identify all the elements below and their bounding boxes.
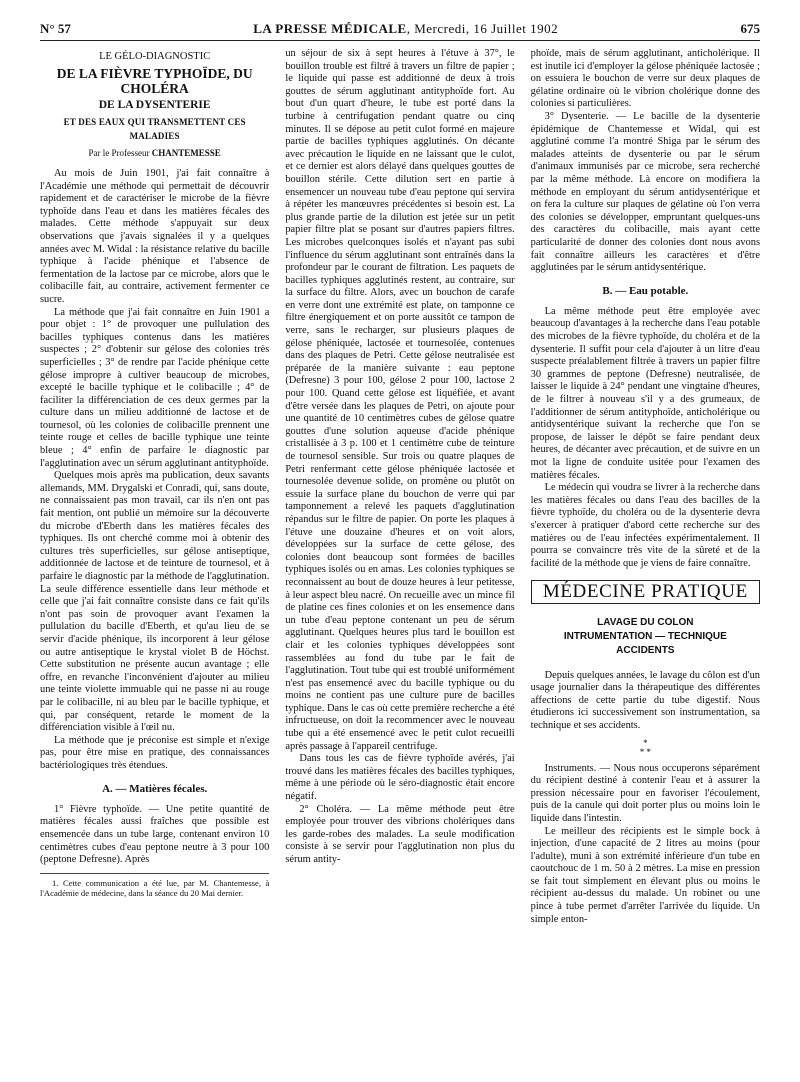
article-subtitle-2: ET DES EAUX QUI TRANSMETTENT CES MALADIES bbox=[63, 117, 246, 141]
asterism-top: * bbox=[643, 737, 648, 748]
paragraph: Dans tous les cas de fièvre typhoïde avérés, j'ai trouvé dans les matières fécales des bacilles typhiques, même à une période où le séro-diagnostic était encore négatif. bbox=[285, 753, 515, 803]
footnote-text: 1. Cette communication a été lue, par M. Chantemesse, à l'Académie de médecine, dans la séance du 20 Mai dernier. bbox=[40, 877, 270, 899]
paragraph: La méthode que j'ai fait connaître en Juin 1901 a pour objet : 1° de provoquer une pullulation des bacilles typhiques contenus dans les matières suspectes ; 2° d'obtenir sur gélose des colonies très superficielles ; 3° de rendre par l'acide phénique cette gélose impropre à cultiver beaucoup de microbes, excepté le bacille typhique et le colibacille ; 4° de faciliter la différenciation de ces deux germes par la culture dans un milieu additionné de lactose et de tournesol, où les colonies de colibacille prennent une teinte rouge et celles de bacille typhique une teinte bleue ; 4° enfin de parfaire le diagnostic par l'agglutination avec un sérum agglutinant antityphoïde. bbox=[40, 306, 270, 469]
paragraph: Instruments. — Nous nous occuperons séparément du récipient destiné à contenir l'eau et à assurer la pression nécessaire pour en favoriser l'écoulement, puis de la canule qui doit porter plus ou moins loin le liquide dans l'intestin. bbox=[530, 762, 760, 824]
paragraph: Le meilleur des récipients est le simple bock à injection, d'une capacité de 2 litres au moins (pour l'adulte), muni à son extrémité inférieure d'un tube en caoutchouc de 1 m. 50 à 2 mètres. La mise en pression se fait tout simplement en élevant plus ou moins le récipient au-dessus du malade. Un robinet ou une pince à tube permet d'arrêter l'arrivée du liquide. Un simple enton- bbox=[530, 825, 760, 925]
paragraph: 1° Fièvre typhoïde. — Une petite quantité de matières fécales aussi fraîches que possible est ensemencée dans un tube large, contenant environ 10 centimètres cubes d'eau peptone neutre à 3 pour 100 (peptone Defresne). Après bbox=[40, 803, 270, 866]
page-header bbox=[40, 20, 760, 41]
paragraph: La méthode que je préconise est simple et n'exige pas, pour être mise en pratique, des connaissances bactériologiques très étendues. bbox=[40, 734, 270, 771]
paragraph: Au mois de Juin 1901, j'ai fait connaître à l'Académie une méthode qui permettait de découvrir rapidement et de caractériser le microbe de la fièvre typhoïde dans l'eau et dans les matières fécales des malades. Cette méthode s'appuyait sur deux observations que j'avais signalées il y a quelques années avec M. Widal : la résistance relative du bacille typhique à l'acide phénique et l'absence de fermentation de la lactose par ce microbe, alors que le colibacille fait, au contraire, activement fermenter ce sucre. bbox=[40, 168, 270, 305]
paragraph: un séjour de six à sept heures à l'étuve à 37°, le bouillon trouble est filtré à travers un filtre de papier ; le liquide qui passe est additionné de deux à trois gouttes de sérum agglutinant antityphoïde fort. Au bout d'un quart d'heure, le tube est porté dans la turbine à centrifugation pendant quatre ou cinq minutes. Il se dépose au petit culot formé en majeure partie de bacilles typhiques agglutinés. On décante avec précaution le liquide en ne laissant que le culot, et ce dernier est alors délayé dans quelques gouttes de bouillon stérile. Cette dilution sert en partie à ensemencer un nouveau tube d'eau peptone qui servira à répéter les manœuvres précédentes si besoin est. La plus grande partie de la dilution est jetée sur un petit papier filtre plat se posant sur d'autres papiers filtres. Les microbes quelconques isolés et n'ayant pas subi l'influence du sérum agglutinant sont entraînés dans la profondeur par le courant de filtration. Les paquets de bacilles typhiques agglutinés restent, au contraire, sur la surface du filtre. Alors, avec un bouchon de carafe en verre dont une extrémité est plate, on tamponne ce filtre énergiquement et on porte aussitôt ce tampon de verre, sans le recharger, sur plusieurs plaques de gélose phéniquée, lactosée et tournesolée, contenues dans des plaques de Petri. Cette gélose neutralisée est préparée de la manière suivante : eau peptone (Defresne) 3 pour 100, gélose 2 pour 100, lactose 2 pour 100. Quand cette gélose est liquéfiée, et avant d'être versée dans les plaques de Petri, on ajoute pour une quantité de 10 centimètres cubes de gélose quatre gouttes d'une solution aqueuse d'acide phénique cristallisée à 3 p. 100 et 1 centimètre cube de teinture de tournesol sensible. Sur trois ou quatre plaques de Petri renfermant cette gélose phéniquée lactosée et tournesolée devenue solide, on promène ou plutôt on essuie la surface plane du bouchon de verre qui par tamponnement a relevé les paquets d'agglutination répandus sur le filtre de papier. On porte les plaques à l'étuve une douzaine d'heures et on voit alors, développées sur la surface de cette gélose, des colonies dont beaucoup sont formées de bacilles typhiques isolés ou en amas. Les colonies typhiques se reconnaissent au bout de douze heures à leur petitesse, à leur aspect bleu nacré. On recueille avec un mince fil de platine ces fines colonies et on les ensemence dans un tube d'eau peptone contenant un peu de sérum agglutinant. Quelques heures plus tard le bouillon est clair et les colonies typhiques développées sont rassemblées au fond du tube par le fait de l'agglutination. Tout tube qui est troublé uniformément n'est pas ensemencé avec du bacille typhique ou du moins ne contient pas une culture pure de bacilles typhique. Dans le cas où cette première recherche a été infructueuse, on doit la recommencer avec le nouveau tube qui a été ensemencé avec le petit culot recueilli après passage à l'appareil centrifuge. bbox=[285, 48, 515, 752]
paragraph: 3° Dysenterie. — Le bacille de la dysenterie épidémique de Chantemesse et Widal, qui est agglutiné comme l'a montré Shiga par le sérum des malades atteints de dysenterie ou par le sérum d'animaux immunisés par ce microbe, sera recherché par la même méthode. Là encore on modifiera la méthode en employant du sérum antidysentérique et on fera la culture sur plaques de gélatine où l'on verra des colonies se développer, empruntant quelques-uns des caractères du colibacille, mais ayant cette particularité de donner des colonies dont nous avons fait connaître ailleurs les caractères et d'être agglutinées par le sérum antidysentérique. bbox=[530, 110, 760, 274]
paragraph: La même méthode peut être employée avec beaucoup d'avantages à la recherche dans l'eau potable des microbes de la fièvre typhoïde, du choléra et de la dysenterie. Il suffit pour cela d'ajouter à un litre d'eau suspecte préalablement filtrée à travers un papier filtre 30 grammes de peptone (Defresne) neutralisée, de laisser le liquide à 24° pendant une vingtaine d'heures, de le filtrer à nouveau s'il y a des grumeaux, de l'additionner de sérum antityphoïde, anticholérique ou antidysentérique suivant la recherche que l'on se propose, de laisser le dépôt se faire pendant deux heures, de décanter avec précaution, et de suivre en un mot la ligne de conduite usitée pour l'examen des matières fécales. bbox=[530, 305, 760, 481]
practice-title bbox=[531, 616, 760, 658]
asterism bbox=[531, 739, 760, 757]
practice-title-line-1: LAVAGE DU COLON bbox=[597, 616, 694, 628]
column-1 bbox=[40, 48, 269, 1072]
practice-title-line-3: ACCIDENTS bbox=[616, 644, 675, 656]
column-3 bbox=[531, 48, 760, 1072]
publication-name: LA PRESSE MÉDICALE bbox=[253, 21, 407, 36]
author-name: CHANTEMESSE bbox=[151, 147, 221, 158]
paragraph: 2° Choléra. — La même méthode peut être employée pour trouver des vibrions cholériques dans les garde-robes des malades. La seule modification consiste à se servir pour l'agglutination non plus du sérum antity- bbox=[285, 803, 515, 865]
practice-title-line-2: INTRUMENTATION — TECHNIQUE bbox=[563, 630, 727, 642]
columns bbox=[40, 48, 760, 1072]
publication-date: , Mercredi, 16 Juillet 1902 bbox=[406, 21, 559, 36]
paragraph: Depuis quelques années, le lavage du côlon est d'un usage journalier dans la thérapeutique des différentes affections de cette partie du tube digestif. Nous étudierons ici successivement son instrumentation, sa technique et ses accidents. bbox=[530, 669, 760, 731]
paragraph: Quelques mois après ma publication, deux savants allemands, MM. Drygalski et Conradi, qui, sans doute, ne connaissaient pas mon travail, car ils n'en ont pas fait mention, ont publié un mémoire sur la découverte du microbe d'Eberth dans les matières fécales des typhiques. Ils ont cherché comme moi à obtenir des cultures très superficielles, sur gélose antiseptique, additionnée de lactose et de teinture de tournesol, et à parfaire le diagnostic par la méthode de l'agglutination. La seule différence essentielle dans leur méthode et celle que j'ai fait connaître consiste dans ce fait qu'ils n'ont pas soin de provoquer avant l'examen la pullulation du bacille d'Eberth, et qu'au lieu de se servir d'acide phénique, ils incorporent à leur gélose ou autre antiseptique le krystal violet B de Höchst. Cette substitution ne présente aucun avantage ; elle offre, en revanche l'inconvénient d'ajouter au milieu une teinte violette immuable qui ne passe ni au rouge par le colibacille, ni au bleu par le bacille typhique, et qui, par conséquent, retarde le moment de la différenciation visible à l'œil nu. bbox=[40, 470, 270, 734]
article-subtitle: DE LA DYSENTERIE bbox=[98, 99, 211, 112]
column-2 bbox=[285, 48, 514, 1072]
article-author bbox=[40, 147, 269, 160]
publication-line bbox=[253, 20, 558, 38]
section-heading-b: B. — Eau potable. bbox=[602, 284, 689, 297]
asterism-bottom: * * bbox=[639, 746, 651, 757]
article-kicker: LE GÉLO-DIAGNOSTIC bbox=[99, 51, 211, 62]
section-banner: MÉDECINE PRATIQUE bbox=[531, 580, 760, 603]
article-title: DE LA FIÈVRE TYPHOÏDE, DU CHOLÉRA bbox=[56, 66, 253, 97]
paragraph: phoïde, mais de sérum agglutinant, anticholérique. Il est inutile ici d'employer la gélose phéniquée lactosée ; on essuiera le bouchon de verre sur deux plaques de gélatine ordinaire où le vibrion cholérique donne des colonies si particulières. bbox=[530, 48, 760, 110]
paragraph: Le médecin qui voudra se livrer à la recherche dans les matières fécales ou dans l'eau des bacilles de la fièvre typhoïde, du choléra ou de la dysenterie devra s'exercer à pratiquer d'abord cette recherche sur des matières ou de l'eau infectées expérimentalement. Il pourra se convaincre très vite de la sûreté et de la facilité de la méthode que je viens de faire connaître. bbox=[530, 482, 760, 569]
footnote bbox=[40, 873, 269, 899]
author-prefix: Par le Professeur bbox=[88, 147, 150, 158]
page-number: 675 bbox=[740, 21, 760, 36]
issue-number: N° 57 bbox=[40, 21, 71, 36]
section-heading-a: A. — Matières fécales. bbox=[102, 782, 208, 795]
